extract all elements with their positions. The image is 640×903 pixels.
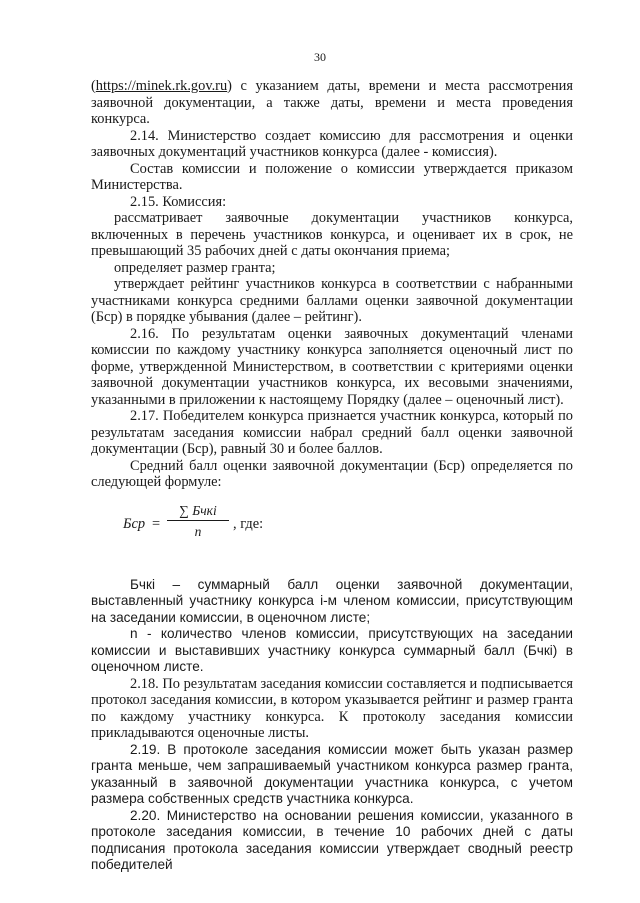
paragraph-rating: утверждает рейтинг участников конкурса в соответствии с набранными участниками конкурса средними баллами оценки заявочной документации (Бср) в порядке убывания (далее – рейтинг).: [91, 276, 573, 325]
formula-lhs: Бср: [123, 515, 146, 532]
paragraph-formula-intro: Средний балл оценки заявочной документации (Бср) определяется по следующей формуле:: [91, 457, 573, 490]
ministry-url-link[interactable]: https://minek.rk.gov.ru: [95, 78, 228, 94]
paragraph-2-17: 2.17. Победителем конкурса признается участник конкурса, который по результатам заседания комиссии набрал средний балл оценки заявочной документации (Бср), равный 30 и более баллов.: [91, 408, 573, 457]
paragraph-2-20: 2.20. Министерство на основании решения комиссии, указанного в протоколе заседания комиссии, в течение 10 рабочих дней с даты подписания протокола заседания комиссии утверждает сводный реестр победителей: [91, 807, 573, 872]
document-body: [91, 78, 573, 874]
formula-numerator: ∑ Бчкi: [167, 503, 229, 522]
paragraph-bchki-definition: Бчкi – суммарный балл оценки заявочной документации, выставленный участнику конкурса i-м членом комиссии, присутствующим на заседании комиссии, в оценочном листе;: [91, 576, 573, 625]
paragraph-2-18: 2.18. По результатам заседания комиссии составляется и подписывается протокол заседания комиссии, в котором указывается рейтинг и размер гранта по каждому участнику конкурса. К протоколу заседания комиссии прикладываются оценочные листы.: [91, 675, 573, 741]
paragraph-1: (https://minek.rk.gov.ru) с указанием даты, времени и места рассмотрения заявочной документации, а также даты, времени и места проведения конкурса.: [91, 78, 573, 127]
paragraph-2-14: 2.14. Министерство создает комиссию для рассмотрения и оценки заявочных документаций участников конкурса (далее - комиссия).: [91, 127, 573, 160]
formula-fraction: [167, 503, 229, 541]
paragraph-grant-size: определяет размер гранта;: [114, 259, 276, 276]
paragraph-n-definition: n - количество членов комиссии, присутствующих на заседании комиссии и выставивших участнику конкурса суммарный балл (Бчкi) в оценочном листе.: [91, 626, 573, 674]
paragraph-commission-reviews: рассматривает заявочные документации участников конкурса, включенных в перечень участников конкурса, и оценивает их в срок, не превышающий 35 рабочих дней с даты окончания приема;: [91, 210, 573, 259]
paragraph-commission-composition: Состав комиссии и положение о комиссии утверждается приказом Министерства.: [91, 160, 573, 193]
formula-tail: , где:: [233, 515, 264, 532]
average-score-formula: [91, 491, 573, 563]
formula-denominator: n: [194, 524, 202, 539]
paragraph-2-16: 2.16. По результатам оценки заявочных документаций членами комиссии по каждому участнику конкурса заполняется оценочный лист по форме, утвержденной Министерством, в соответствии с критериями оценки заявочной документации участников конкурса, их весовыми значениями, указанными в приложении к настоящему Порядку (далее – оценочный лист).: [91, 325, 573, 408]
page-number: 30: [314, 50, 326, 64]
formula-equals: =: [152, 515, 161, 532]
paragraph-2-19: 2.19. В протоколе заседания комиссии может быть указан размер гранта меньше, чем запрашиваемый участником конкурса размер гранта, указанный в заявочной документации участника конкурса, с учетом размера собственных средств участника конкурса.: [91, 741, 573, 806]
paragraph-2-15: 2.15. Комиссия:: [130, 193, 227, 210]
